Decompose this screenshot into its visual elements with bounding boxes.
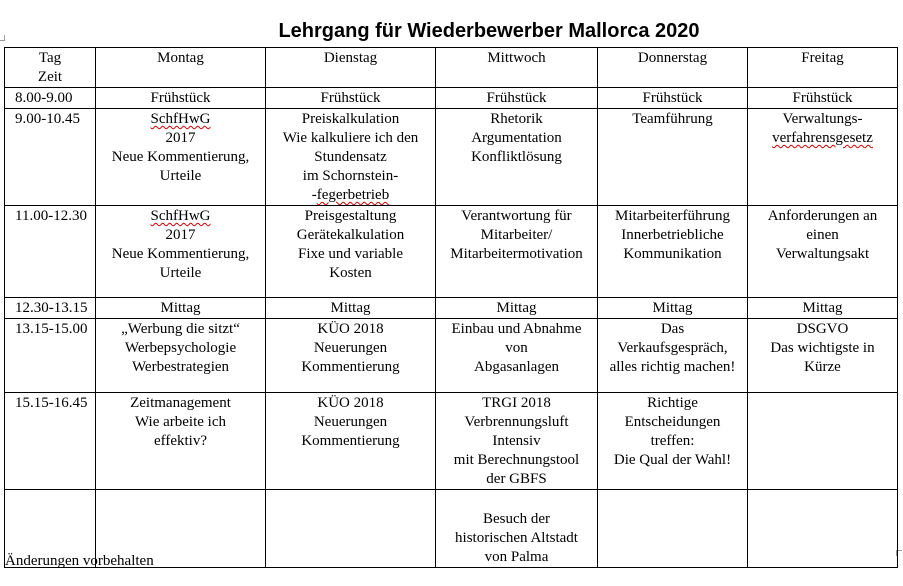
- time-cell: 15.15-16.45: [5, 393, 96, 490]
- table-row: [5, 206, 898, 298]
- session-cell: Mittag: [266, 298, 436, 319]
- table-row: [5, 393, 898, 490]
- header-row: [5, 48, 898, 88]
- session-cell: Anforderungen an einen Verwaltungsakt: [748, 206, 898, 298]
- session-cell: Besuch der historischen Altstadt von Palma: [436, 490, 598, 568]
- session-cell: Preiskalkulation Wie kalkuliere ich den Stundensatz im Schornstein- -fegerbetrieb: [266, 109, 436, 206]
- header-day-cell: Montag: [96, 48, 266, 88]
- session-cell: Mittag: [748, 298, 898, 319]
- session-cell: Das Verkaufsgespräch, alles richtig machen!: [598, 319, 748, 393]
- header-day-cell: Dienstag: [266, 48, 436, 88]
- session-cell: Rhetorik Argumentation Konfliktlösung: [436, 109, 598, 206]
- session-cell: Mitarbeiterführung Innerbetriebliche Kommunikation: [598, 206, 748, 298]
- session-cell: Frühstück: [266, 88, 436, 109]
- session-cell: TRGI 2018 Verbrennungsluft Intensiv mit Berechnungstool der GBFS: [436, 393, 598, 490]
- footer-note: Änderungen vorbehalten: [5, 553, 154, 569]
- table-row: [5, 319, 898, 393]
- session-cell: Teamführung: [598, 109, 748, 206]
- header-day-cell: Mittwoch: [436, 48, 598, 88]
- time-cell: 9.00-10.45: [5, 109, 96, 206]
- session-cell: Verwaltungs- verfahrensgesetz: [748, 109, 898, 206]
- session-cell: KÜO 2018 Neuerungen Kommentierung: [266, 319, 436, 393]
- time-cell: 8.00-9.00: [5, 88, 96, 109]
- session-cell: DSGVO Das wichtigste in Kürze: [748, 319, 898, 393]
- session-cell: Mittag: [96, 298, 266, 319]
- session-cell: Frühstück: [598, 88, 748, 109]
- time-cell: 13.15-15.00: [5, 319, 96, 393]
- table-row: [5, 109, 898, 206]
- time-cell: 12.30-13.15: [5, 298, 96, 319]
- schedule-table: [4, 47, 898, 568]
- session-cell: Mittag: [598, 298, 748, 319]
- session-cell: [266, 490, 436, 568]
- session-cell: Frühstück: [748, 88, 898, 109]
- table-row: [5, 298, 898, 319]
- session-cell: SchfHwG 2017 Neue Kommentierung, Urteile: [96, 109, 266, 206]
- header-time-cell: Tag Zeit: [5, 48, 96, 88]
- session-cell: Frühstück: [96, 88, 266, 109]
- header-day-cell: Freitag: [748, 48, 898, 88]
- session-cell: SchfHwG 2017 Neue Kommentierung, Urteile: [96, 206, 266, 298]
- document-title: Lehrgang für Wiederbewerber Mallorca 2020: [278, 20, 700, 42]
- header-day-cell: Donnerstag: [598, 48, 748, 88]
- session-cell: KÜO 2018 Neuerungen Kommentierung: [266, 393, 436, 490]
- session-cell: [598, 490, 748, 568]
- session-cell: Preisgestaltung Gerätekalkulation Fixe und variable Kosten: [266, 206, 436, 298]
- session-cell: Verantwortung für Mitarbeiter/ Mitarbeitermotivation: [436, 206, 598, 298]
- session-cell: Zeitmanagement Wie arbeite ich effektiv?: [96, 393, 266, 490]
- session-cell: Mittag: [436, 298, 598, 319]
- table-row: [5, 88, 898, 109]
- session-cell: „Werbung die sitzt“ Werbepsychologie Werbestrategien: [96, 319, 266, 393]
- time-cell: 11.00-12.30: [5, 206, 96, 298]
- session-cell: Frühstück: [436, 88, 598, 109]
- session-cell: [748, 490, 898, 568]
- session-cell: Richtige Entscheidungen treffen: Die Qual der Wahl!: [598, 393, 748, 490]
- session-cell: Einbau und Abnahme von Abgasanlagen: [436, 319, 598, 393]
- session-cell: [748, 393, 898, 490]
